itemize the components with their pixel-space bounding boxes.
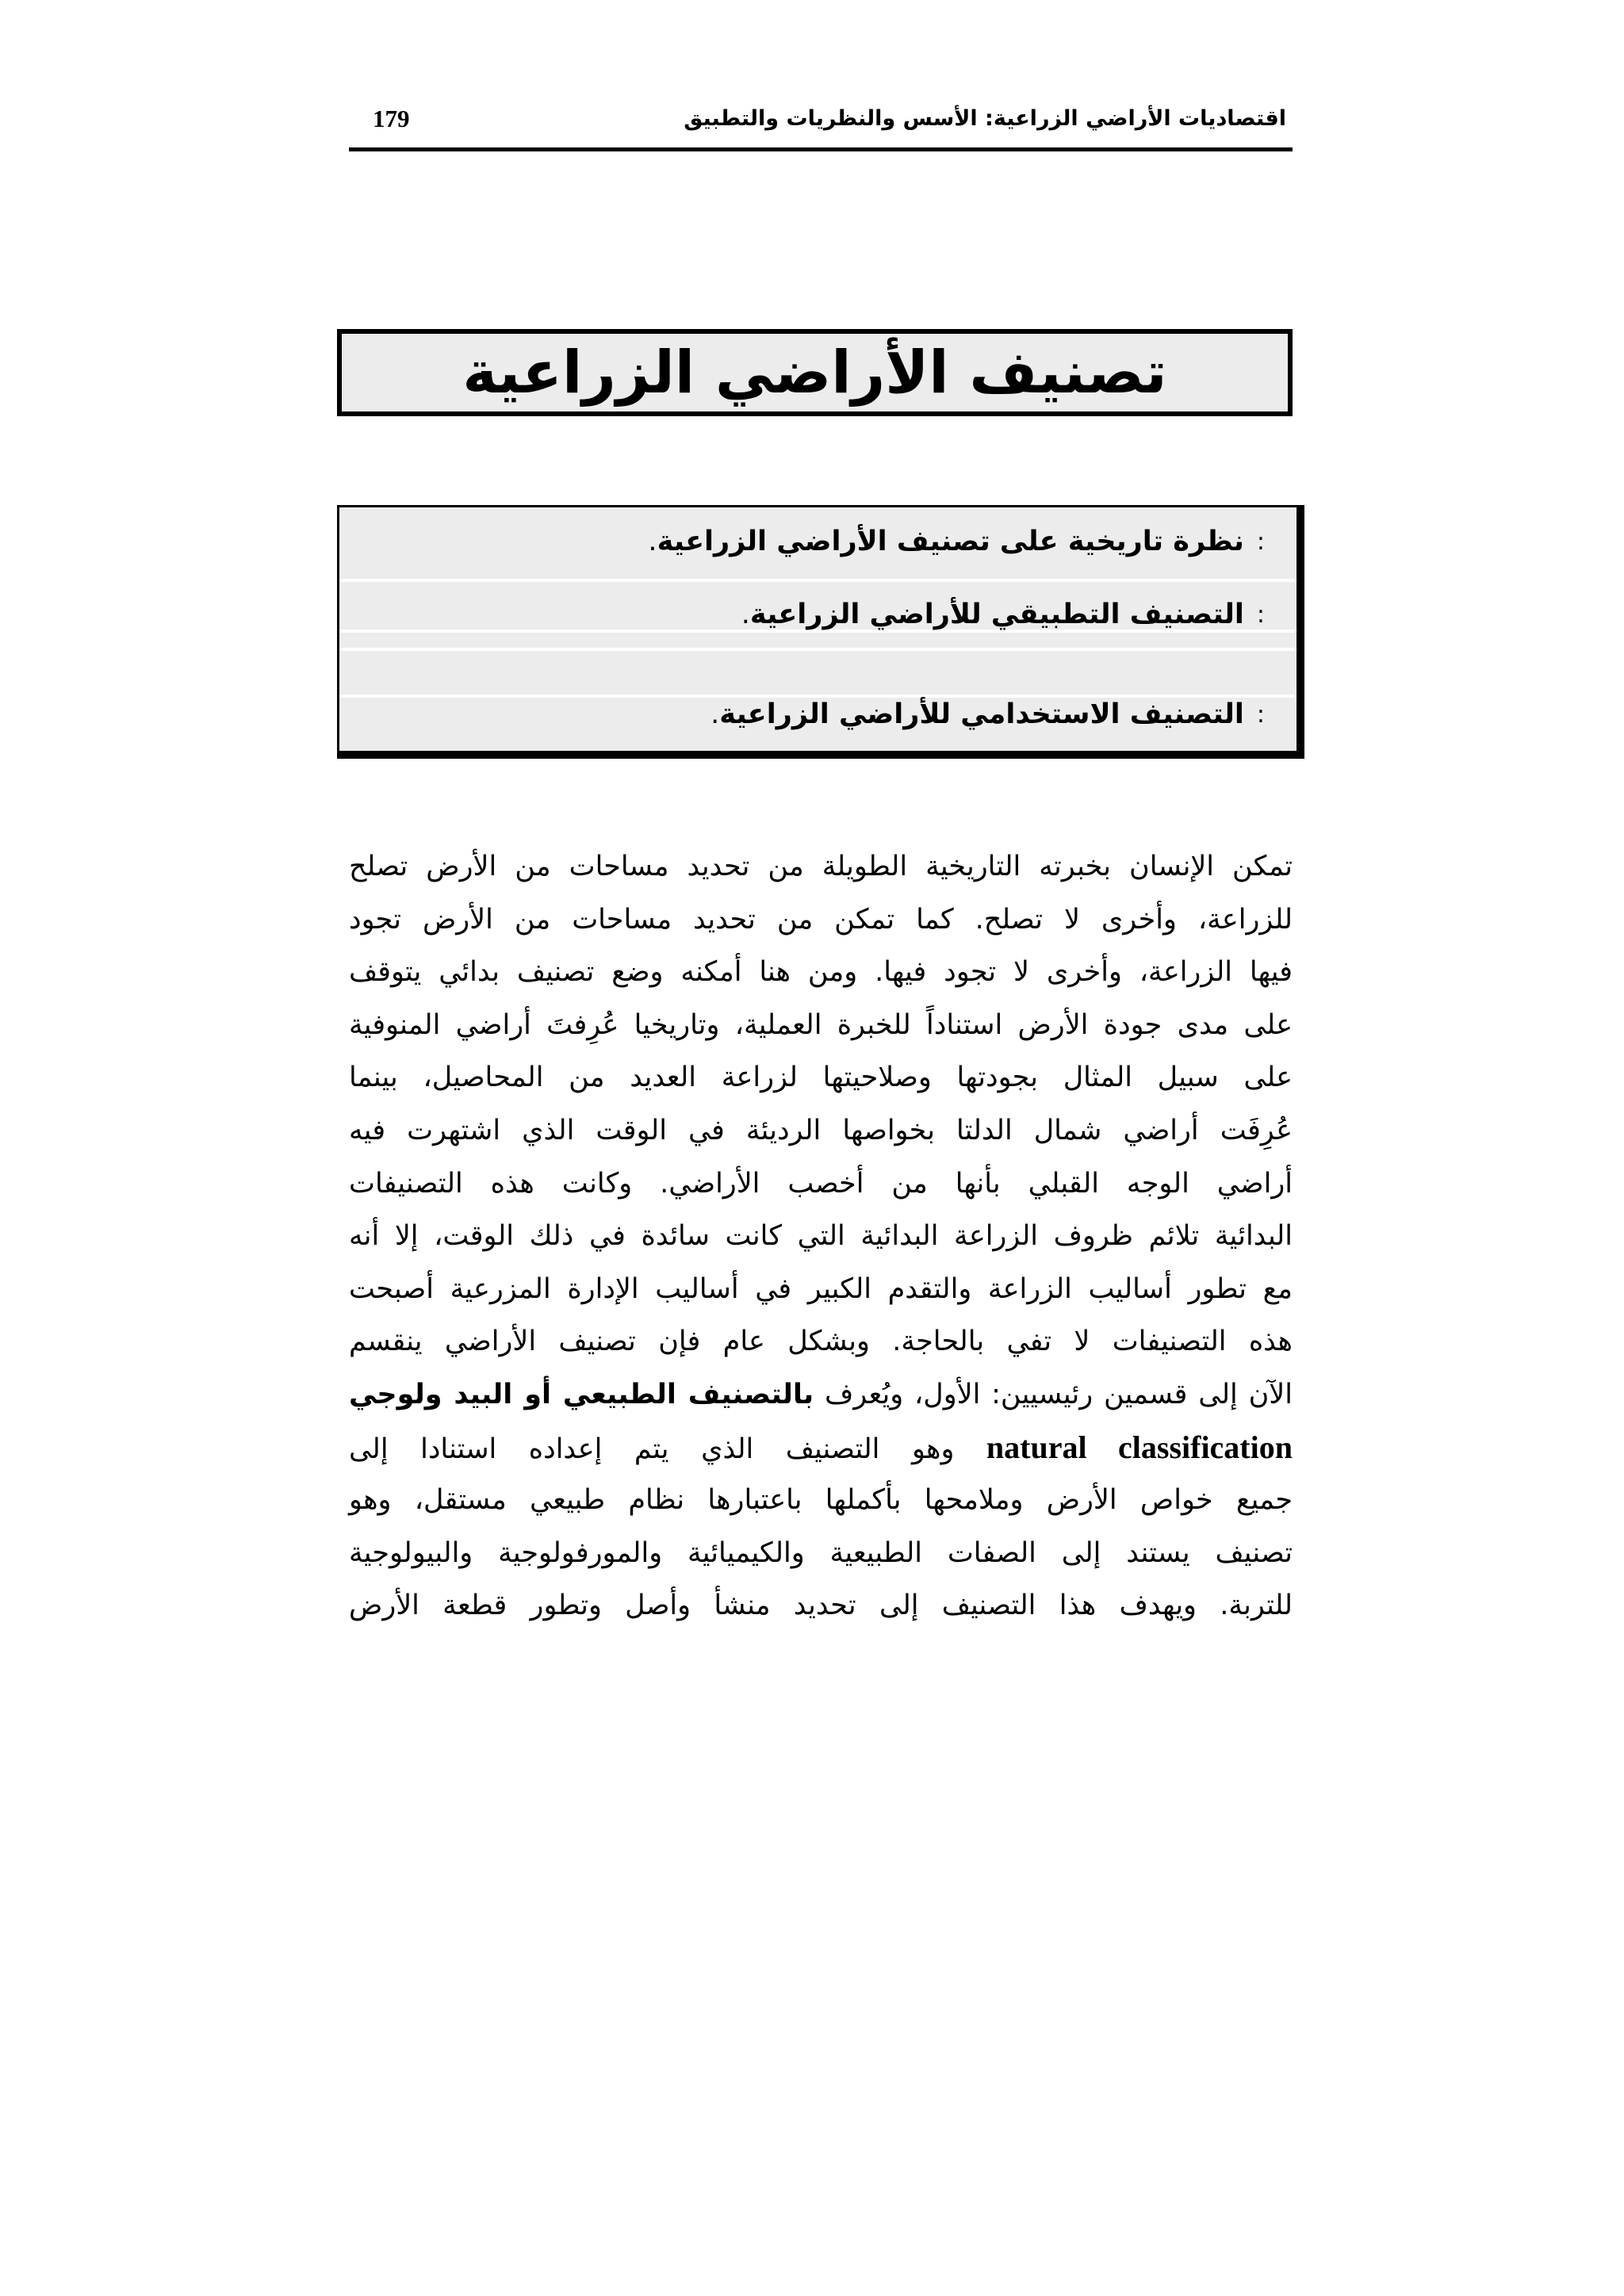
text-line: للتربة. ويهدف هذا التصنيف إلى تحديد منشأ وأصل وتطور قطعة الأرض <box>349 1590 1293 1622</box>
topic-end: . <box>710 698 720 730</box>
topic-label: نظرة تاريخية على تصنيف الأراضي الزراعية <box>657 526 1244 557</box>
topic-end: . <box>648 526 657 557</box>
topic-divider <box>339 648 1297 651</box>
text-line: على مدى جودة الأرض استناداً للخبرة العملية، وتاريخيا عُرِفتَ أراضي المنوفية <box>349 1008 1293 1041</box>
topic-item <box>710 687 1265 742</box>
topic-colon: : <box>1256 527 1265 556</box>
text-line: مع تطور أساليب الزراعة والتقدم الكبير في أساليب الإدارة المزرعية أصبحت <box>349 1272 1293 1305</box>
text-run: الآن إلى قسمين رئيسيين: الأول، ويُعرف <box>814 1378 1293 1410</box>
text-line: جميع خواص الأرض وملامحها بأكملها باعتبارها نظام طبيعي مستقل، وهو <box>349 1484 1293 1517</box>
text-line: عُرِفَت أراضي شمال الدلتا بخواصها الرديئة في الوقت الذي اشتهرت فيه <box>349 1114 1293 1146</box>
text-line: البدائية تلائم ظروف الزراعة البدائية التي كانت سائدة في ذلك الوقت، إلا أنه <box>349 1220 1293 1253</box>
page-number: 179 <box>373 105 410 132</box>
topic-item <box>741 587 1265 642</box>
topic-colon: : <box>1256 600 1265 629</box>
book-title: اقتصاديات الأراضي الزراعية: الأسس والنظريات والتطبيق <box>684 106 1286 131</box>
chapter-title-box <box>337 329 1293 416</box>
text-line-mixed <box>349 1422 1293 1475</box>
latin-term: natural classification <box>986 1429 1293 1465</box>
text-line: فيها الزراعة، وأخرى لا تجود فيها. ومن هنا أمكنه وضع تصنيف بدائي يتوقف <box>349 956 1293 989</box>
text-line: هذه التصنيفات لا تفي بالحاجة. وبشكل عام فإن تصنيف الأراضي ينقسم <box>349 1326 1293 1358</box>
topic-label: التصنيف التطبيقي للأراضي الزراعية <box>749 599 1244 630</box>
topic-colon: : <box>1256 700 1265 729</box>
text-line: على سبيل المثال بجودتها وصلاحيتها لزراعة العديد من المحاصيل، بينما <box>349 1062 1293 1094</box>
running-header <box>349 95 1293 151</box>
text-line: تصنيف يستند إلى الصفات الطبيعية والكيميائية والمورفولوجية والبيولوجية <box>349 1536 1293 1569</box>
text-line-mixed <box>349 1368 1293 1422</box>
topic-item <box>648 514 1265 569</box>
topic-label: التصنيف الاستخدامي للأراضي الزراعية <box>719 698 1244 730</box>
chapter-topics-box <box>337 505 1304 759</box>
text-line: للزراعة، وأخرى لا تصلح. كما تمكن من تحديد مساحات من الأرض تجود <box>349 903 1293 936</box>
bold-term: بالتصنيف الطبيعي أو البيد ولوجي <box>349 1378 814 1410</box>
topic-divider <box>339 579 1297 582</box>
chapter-title: تصنيف الأراضي الزراعية <box>462 339 1167 407</box>
text-run: وهو التصنيف الذي يتم إعداده استنادا إلى <box>349 1433 986 1465</box>
text-line: أراضي الوجه القبلي بأنها من أخصب الأراضي. وكانت هذه التصنيفات <box>349 1167 1293 1200</box>
text-line: تمكن الإنسان بخبرته التاريخية الطويلة من تحديد مساحات من الأرض تصلح <box>349 851 1293 882</box>
body-paragraph <box>349 840 1293 1632</box>
topic-end: . <box>741 599 750 630</box>
